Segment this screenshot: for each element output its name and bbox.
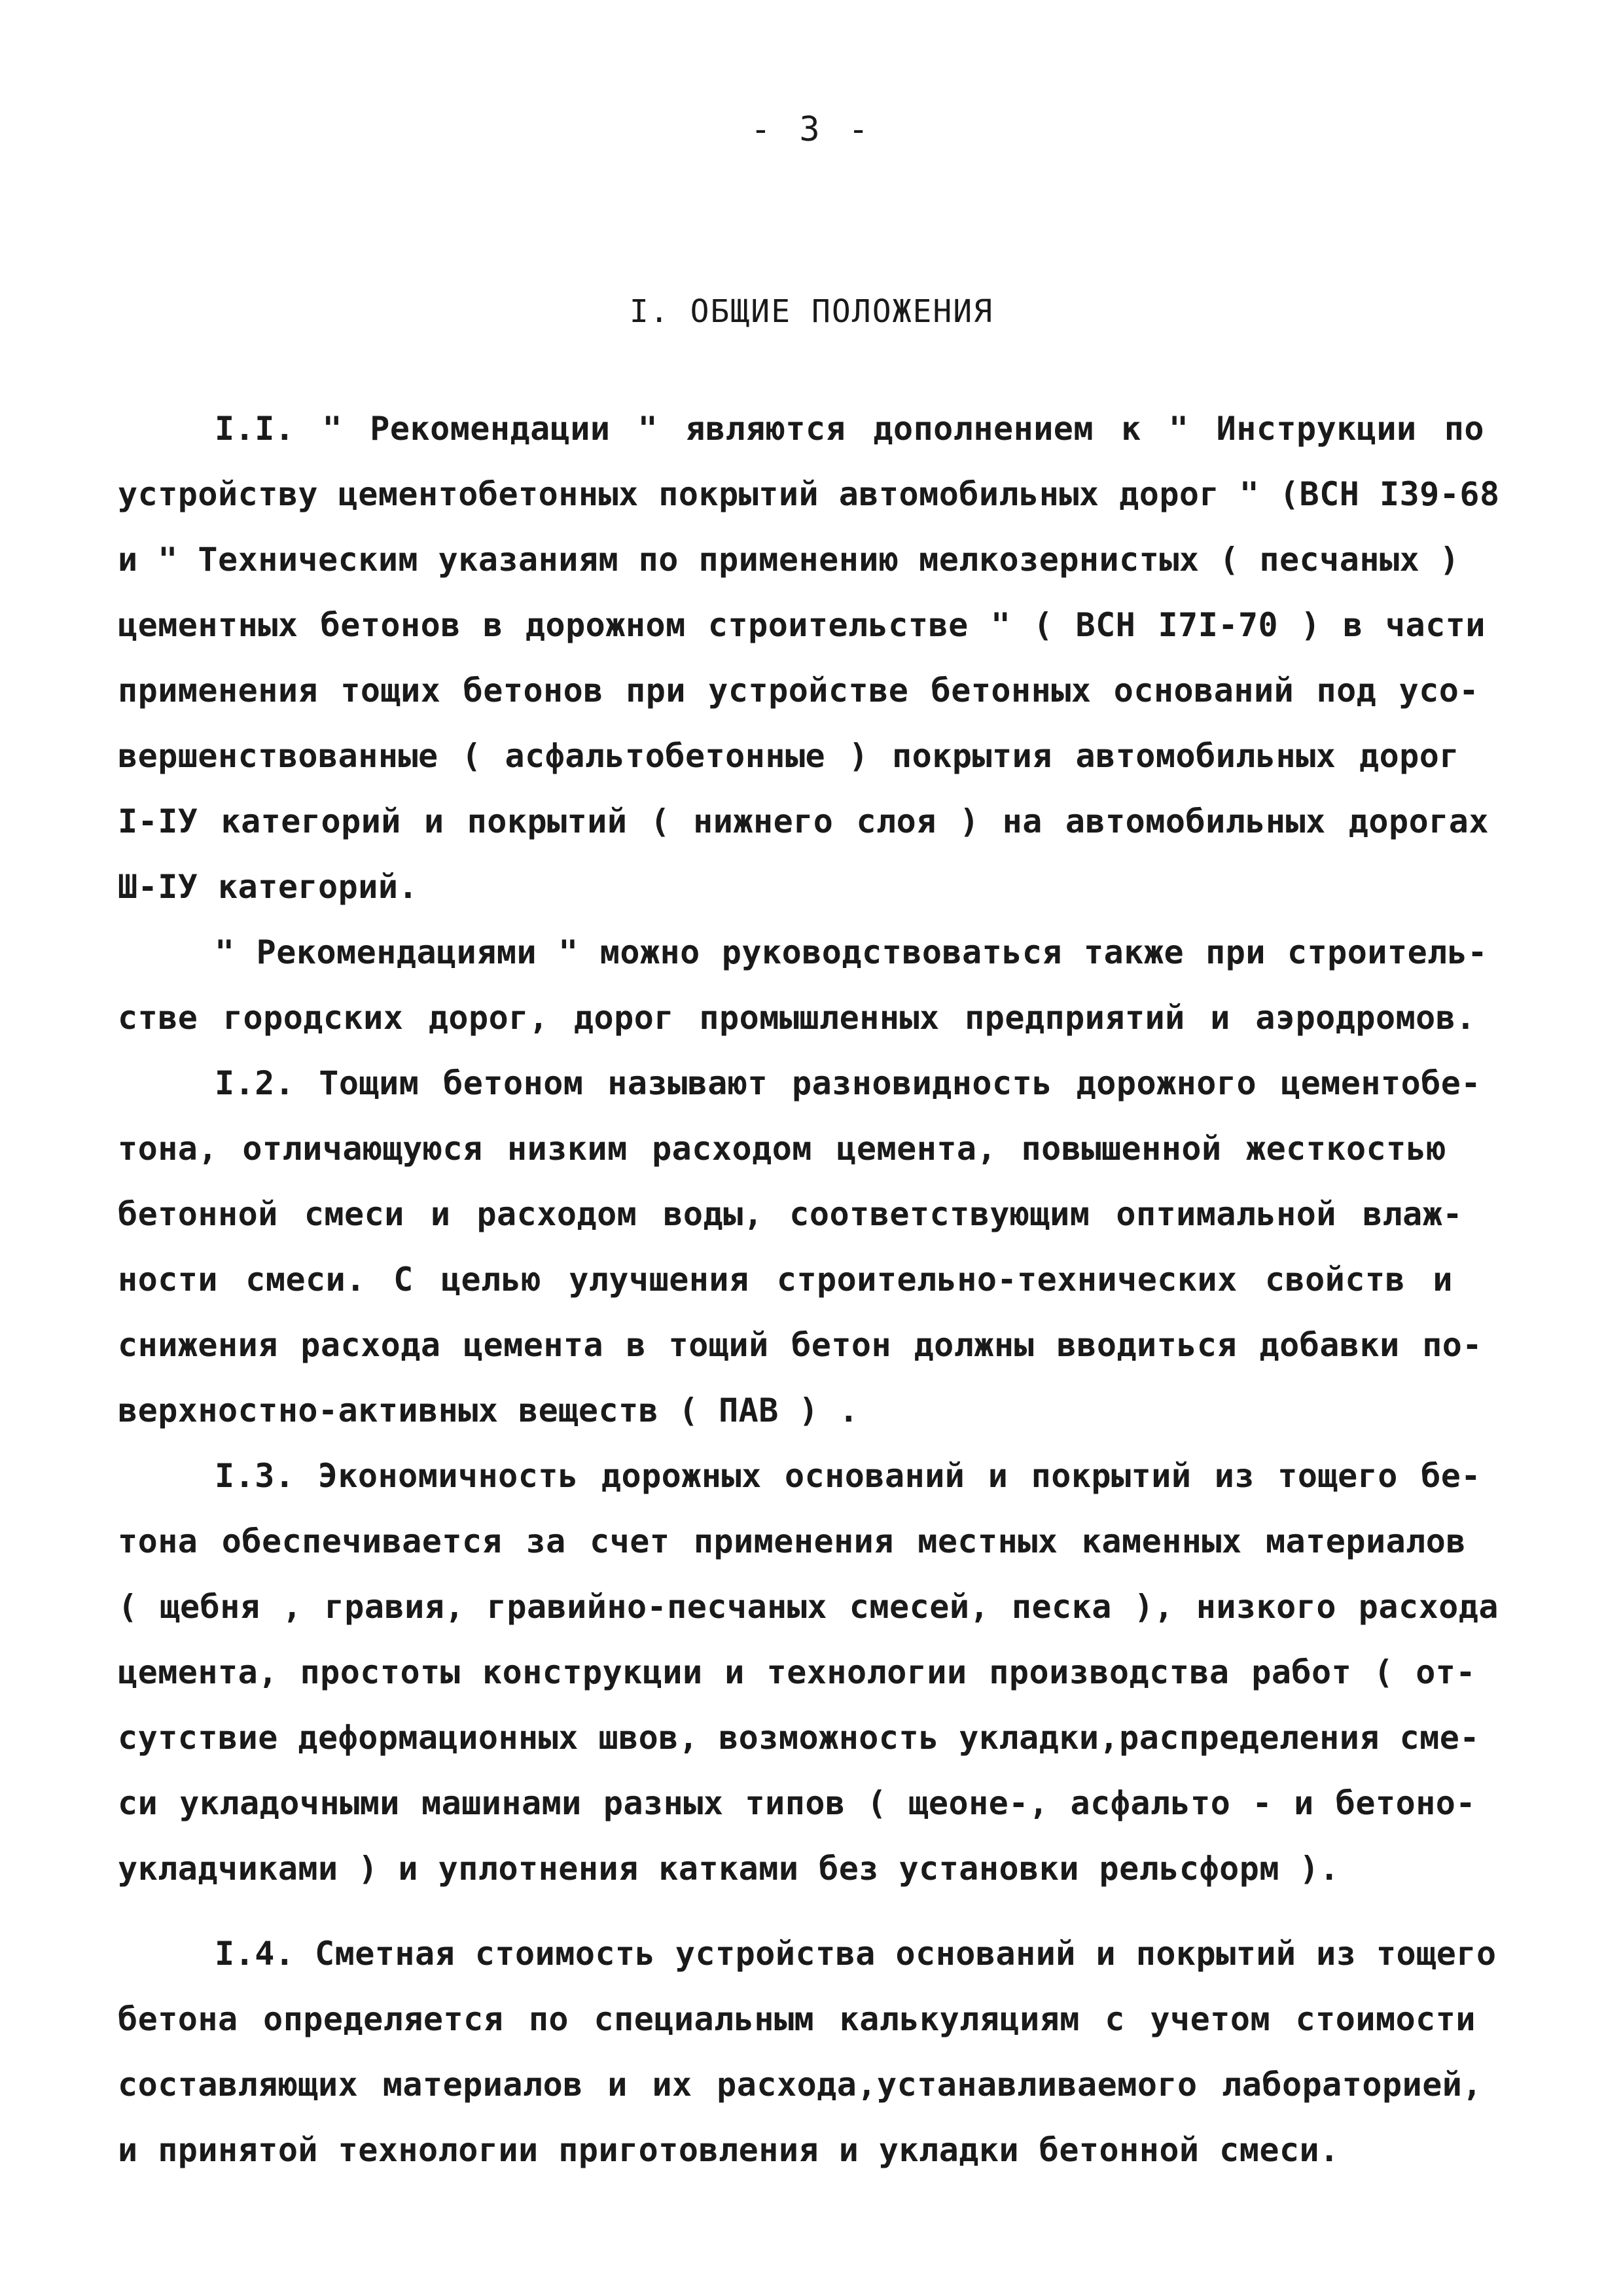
text-line: " Рекомендациями " можно руководствоваться также при строитель- <box>215 933 1488 971</box>
text-line: сутствие деформационных швов, возможность укладки,распределения сме- <box>118 1719 1480 1757</box>
text-line: устройству цементобетонных покрытий автомобильных дорог " (ВСН I39-68 <box>118 475 1500 513</box>
text-line: Ш-IУ категорий. <box>118 868 419 906</box>
text-line: I.3. Экономичность дорожных оснований и покрытий из тощего бе- <box>215 1457 1481 1495</box>
text-line: стве городских дорог, дорог промышленных предприятий и аэродромов. <box>118 999 1476 1037</box>
text-line: бетонной смеси и расходом воды, соответствующим оптимальной влаж- <box>118 1195 1463 1233</box>
text-line: тона обеспечивается за счет применения местных каменных материалов <box>118 1522 1466 1560</box>
text-line: бетона определяется по специальным калькуляциям с учетом стоимости <box>118 2000 1476 2038</box>
text-line: цементных бетонов в дорожном строительстве " ( ВСН I7I-70 ) в части <box>118 606 1486 644</box>
text-line: применения тощих бетонов при устройстве бетонных оснований под усо- <box>118 672 1479 709</box>
text-line: снижения расхода цемента в тощий бетон должны вводиться добавки по- <box>118 1326 1482 1364</box>
text-line: составляющих материалов и их расхода,устанавливаемого лабораторией, <box>118 2066 1482 2104</box>
text-line: и " Техническим указаниям по применению мелкозернистых ( песчаных ) <box>118 541 1460 579</box>
text-line: си укладочными машинами разных типов ( щеоне-, асфальто - и бетоно- <box>118 1784 1476 1822</box>
text-line: тона, отличающуюся низким расходом цемента, повышенной жесткостью <box>118 1130 1446 1168</box>
text-line: I.2. Тощим бетоном называют разновидность дорожного цементобе- <box>215 1064 1481 1102</box>
page-number: - 3 - <box>750 110 873 149</box>
text-line: цемента, простоты конструкции и технологии производства работ ( от- <box>118 1653 1476 1691</box>
text-line: верхностно-активных веществ ( ПАВ ) . <box>118 1391 859 1429</box>
text-line: ( щебня , гравия, гравийно-песчаных смесей, песка ), низкого расхода <box>118 1588 1499 1626</box>
text-line: I.4. Сметная стоимость устройства оснований и покрытий из тощего <box>215 1935 1497 1973</box>
text-line: укладчиками ) и уплотнения катками без установки рельсформ ). <box>118 1850 1340 1888</box>
text-line: вершенствованные ( асфальтобетонные ) покрытия автомобильных дорог <box>118 737 1459 775</box>
text-line: и принятой технологии приготовления и укладки бетонной смеси. <box>118 2131 1340 2169</box>
text-line: I.I. " Рекомендации " являются дополнением к " Инструкции по <box>215 410 1484 448</box>
text-line: ности смеси. С целью улучшения строительно-технических свойств и <box>118 1261 1453 1299</box>
section-title: I. ОБЩИЕ ПОЛОЖЕНИЯ <box>629 293 994 330</box>
text-line: I-IУ категорий и покрытий ( нижнего слоя ) на автомобильных дорогах <box>118 802 1489 840</box>
